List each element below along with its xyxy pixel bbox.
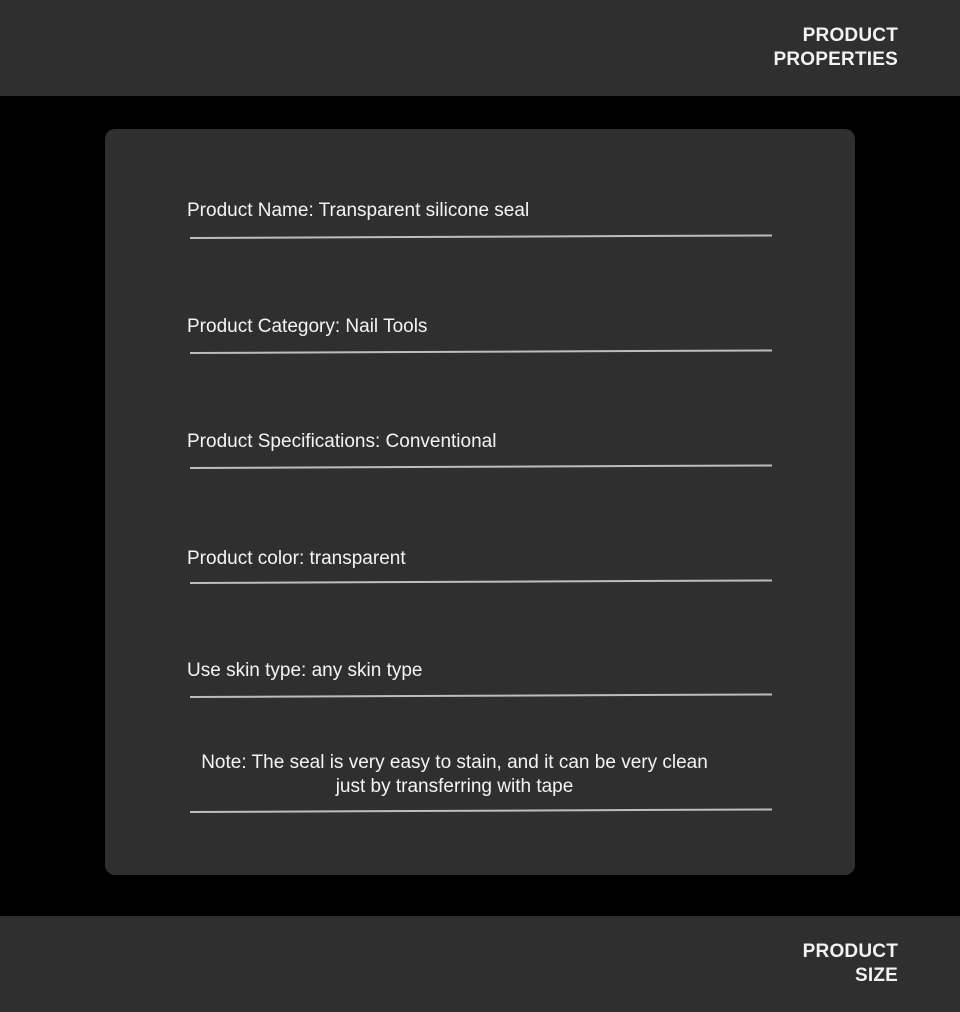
property-divider xyxy=(190,808,772,813)
property-divider xyxy=(190,349,772,354)
property-text: Note: The seal is very easy to stain, and it can be very clean just by transferring with tape xyxy=(201,752,708,797)
section-title-line2: SIZE xyxy=(854,965,898,986)
footer-band xyxy=(0,916,960,1012)
property-divider xyxy=(190,579,772,584)
header-band xyxy=(0,0,960,96)
section-title-line1: PRODUCT xyxy=(802,941,898,962)
property-divider xyxy=(190,464,772,469)
property-text: Use skin type: any skin type xyxy=(187,660,423,681)
property-item-skin-type xyxy=(187,659,772,683)
property-item-color xyxy=(187,547,772,571)
property-item-note xyxy=(187,751,772,799)
property-item-name xyxy=(187,199,772,223)
property-text: Product color: transparent xyxy=(187,548,406,569)
property-divider xyxy=(190,693,772,698)
property-item-specifications xyxy=(187,430,772,454)
property-text: Product Specifications: Conventional xyxy=(187,431,497,452)
properties-card xyxy=(105,129,855,875)
property-item-category xyxy=(187,315,772,339)
section-title-line1: PRODUCT xyxy=(802,25,898,46)
section-title-properties xyxy=(774,24,898,72)
property-text: Product Name: Transparent silicone seal xyxy=(187,200,530,221)
section-title-size xyxy=(803,940,898,988)
property-text: Product Category: Nail Tools xyxy=(187,316,428,337)
property-divider xyxy=(190,234,772,239)
section-title-line2: PROPERTIES xyxy=(773,49,898,70)
